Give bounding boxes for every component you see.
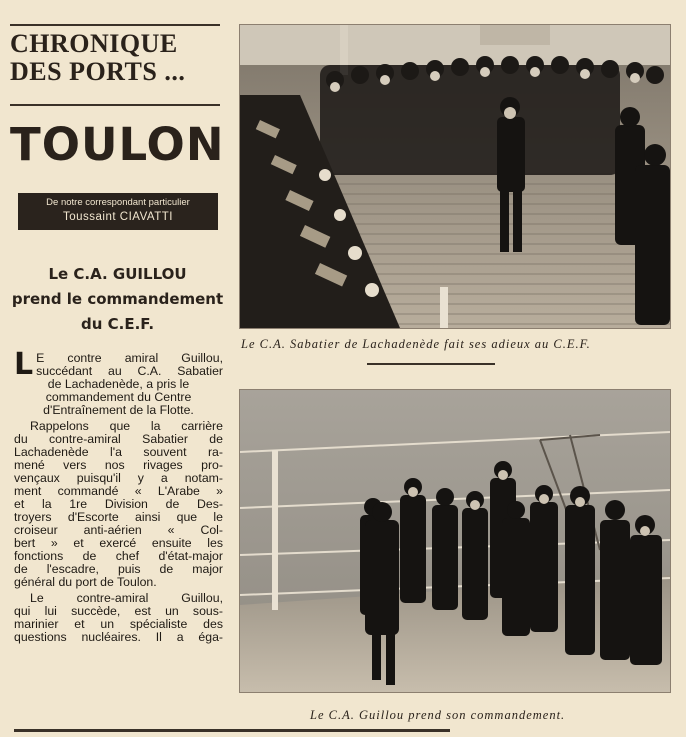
text-line: qui lui succède, est un sous- (14, 604, 223, 618)
text-line: questions nucléaires. Il a éga- (14, 630, 223, 644)
text-line: bert » et exercé ensuite les (14, 536, 223, 550)
text-line: ment commandé « L'Arabe » (14, 484, 223, 498)
text-line: général du port de Toulon. (14, 575, 157, 589)
text-line: vençaux puisqu'il y a notam- (14, 471, 223, 485)
byline-box (18, 193, 218, 230)
caption-underline (367, 363, 495, 365)
mid-rule (10, 104, 220, 106)
text-line: de Lachadenède, a pris le (47, 377, 190, 391)
text-line: Rappelons que la carrière (30, 419, 223, 433)
section-title-line-2: DES PORTS ... (10, 57, 186, 86)
headline-line-2: prend le commandement (11, 290, 224, 308)
text-line: croiseur anti-aérien « Col- (14, 523, 223, 537)
text-line: mené vers nos rivages pro- (14, 458, 223, 472)
photo-farewell (239, 24, 671, 329)
text-line: Lachadenède l'a souvent ra- (14, 445, 223, 459)
text-line: succédant au C.A. Sabatier (36, 364, 223, 378)
article-body (14, 347, 223, 644)
bottom-rule (14, 729, 450, 732)
headline-line-3: du C.E.F. (80, 315, 155, 333)
text-line: de l'escadre, puis de major (14, 562, 223, 576)
headline-line-1: Le C.A. GUILLOU (48, 265, 187, 283)
text-line: d'Entraînement de la Flotte. (43, 403, 194, 417)
top-rule (10, 24, 220, 26)
section-title (10, 30, 220, 86)
section-title-line-1: CHRONIQUE (10, 29, 178, 58)
photo-command-caption: Le C.A. Guillou prend son commandement. (310, 708, 566, 722)
byline-label: De notre correspondant particulier (46, 197, 190, 208)
text-line: troyers d'Escorte ainsi que le (14, 510, 223, 524)
paragraph-3 (14, 592, 223, 644)
article-headline (10, 262, 225, 337)
text-line: du contre-amiral Sabatier de (14, 432, 223, 446)
paragraph-1 (14, 347, 223, 417)
text-line: et la 1re Division de Des- (14, 497, 223, 511)
city-title: TOULON (10, 118, 225, 171)
text-line: fonctions de chef d'état-major (14, 549, 223, 563)
photo-command (239, 389, 671, 693)
photo-farewell-image (240, 25, 670, 328)
text-line: E contre amiral Guillou, (36, 351, 223, 365)
photo-command-image (240, 390, 670, 692)
text-line: commandement du Centre (45, 390, 192, 404)
drop-cap: L (14, 347, 34, 382)
text-line: marinier et un spécialiste des (14, 617, 223, 631)
paragraph-2 (14, 420, 223, 589)
text-line: Le contre-amiral Guillou, (30, 591, 223, 605)
byline-name: Toussaint CIAVATTI (63, 211, 173, 223)
photo-farewell-caption: Le C.A. Sabatier de Lachadenède fait ses adieux au C.E.F. (241, 337, 591, 351)
